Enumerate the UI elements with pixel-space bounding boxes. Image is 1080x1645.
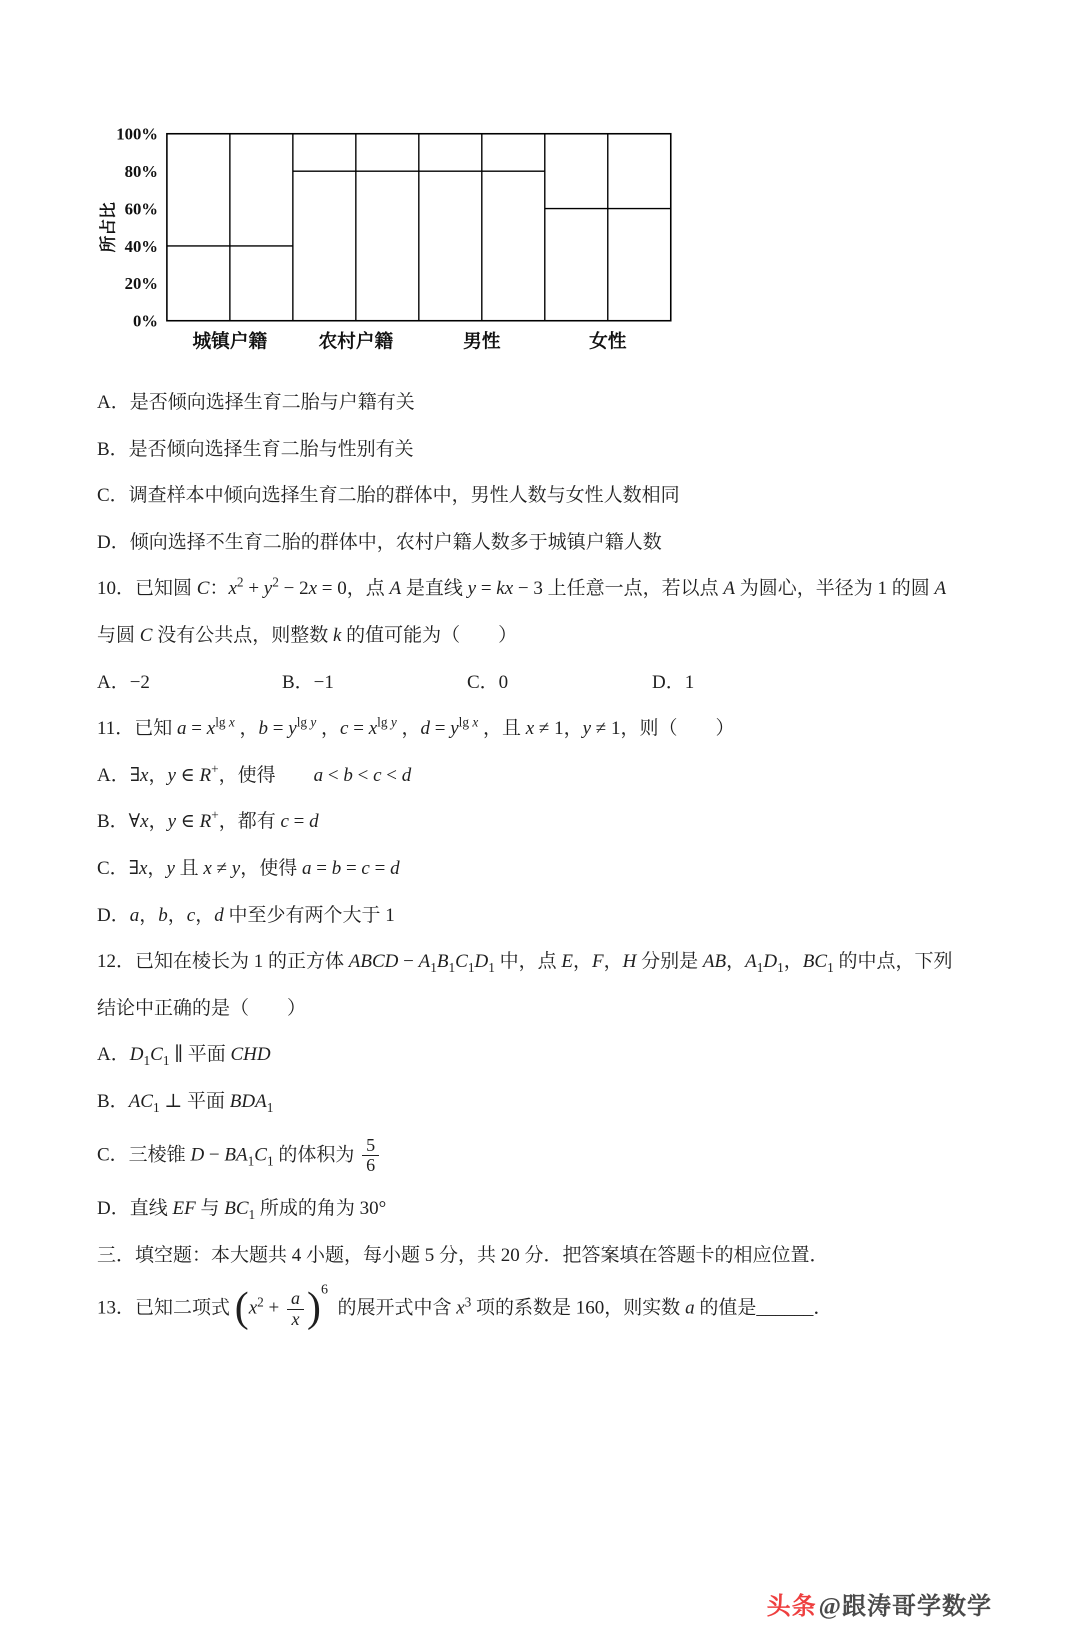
svg-text:女性: 女性 <box>589 331 627 353</box>
proportion-bar-chart <box>88 118 728 366</box>
q12-option-c: C．三棱锥 $D - BA_1C_1$ 的体积为 $\frac{5}{6}$ <box>97 1136 990 1177</box>
svg-text:60%: 60% <box>124 199 159 219</box>
svg-text:农村户籍: 农村户籍 <box>318 331 394 353</box>
q9-option-d: D．倾向选择不生育二胎的群体中，农村户籍人数多于城镇户籍人数 <box>97 531 662 553</box>
q9-option-b: B．是否倾向选择生育二胎与性别有关 <box>97 438 414 460</box>
q12-option-d: D．直线 EF 与 $BC_1$ 所成的角为 30° <box>97 1198 387 1222</box>
svg-text:100%: 100% <box>116 124 159 144</box>
chart-block <box>88 118 1080 372</box>
svg-text:80%: 80% <box>124 162 159 182</box>
q12-option-a: A．$D_1C_1$ ∥ 平面 CHD <box>97 1044 271 1069</box>
svg-text:所占比: 所占比 <box>98 202 118 253</box>
section3-heading: 三．填空题：本大题共 4 小题，每小题 5 分，共 20 分．把答案填在答题卡的相应位置． <box>97 1244 829 1266</box>
q10-stem-line2: 与圆 C 没有公共点，则整数 k 的值可能为（ ） <box>97 624 518 646</box>
q11-stem: 11．已知 $a = x^{lg x}$ ，$b = y^{lg y}$ ，$c = x^{lg y}$ ，$d = y^{lg x}$ ，且 x ≠ 1，y ≠ 1，则（ ） <box>97 714 735 740</box>
q10-options <box>97 670 990 697</box>
q11-option-c: C．∃x，y 且 x ≠ y，使得 a = b = c = d <box>97 857 400 879</box>
q11-option-d: D．a，b，c，d 中至少有两个大于 1 <box>97 904 395 926</box>
q10-option-d: D．1 <box>652 671 695 693</box>
svg-text:城镇户籍: 城镇户籍 <box>192 331 268 353</box>
svg-text:男性: 男性 <box>463 331 501 353</box>
toutiao-logo: 头条 <box>766 1594 817 1620</box>
q11-option-a: A．∃x，y ∈ R+，使得 a < b < c < d <box>97 761 412 786</box>
watermark <box>767 1586 992 1621</box>
q9-option-c: C．调查样本中倾向选择生育二胎的群体中，男性人数与女性人数相同 <box>97 485 680 507</box>
svg-text:0%: 0% <box>132 311 159 331</box>
q12-option-b: B．$AC_1$ ⊥ 平面 $BDA_1$ <box>97 1090 274 1115</box>
q10-option-a: A．−2 <box>97 671 150 693</box>
q12-stem-line2: 结论中正确的是（ ） <box>97 997 307 1019</box>
q10-stem-line1: 10．已知圆 C：$x^2 + y^2 - 2x = 0$，点 A 是直线 y = kx − 3 上任意一点，若以点 A 为圆心，半径为 1 的圆 A <box>97 575 947 600</box>
q13-stem: 13．已知二项式 ($x^2$ + $\frac{a}{x}$ )$^6$ 的展开式中含 $x^3$ 项的系数是 160，则实数 a 的值是______． <box>97 1283 833 1332</box>
q12-stem-line1: 12．已知在棱长为 1 的正方体 ABCD − $A_1B_1C_1D_1$ 中，点 E，F，H 分别是 AB，$A_1D_1$，$BC_1$ 的中点，下列 <box>97 951 953 975</box>
watermark-handle: @跟涛哥学数学 <box>818 1594 992 1620</box>
q10-option-c: C．0 <box>467 671 509 693</box>
svg-text:40%: 40% <box>124 236 159 256</box>
q11-option-b: B．∀x，y ∈ R+，都有 c = d <box>97 808 319 833</box>
exam-page <box>0 118 1080 1620</box>
q9-option-a: A．是否倾向选择生育二胎与户籍有关 <box>97 392 415 413</box>
q10-option-b: B．−1 <box>282 671 334 693</box>
svg-text:20%: 20% <box>124 274 159 294</box>
questions <box>0 390 1080 1330</box>
